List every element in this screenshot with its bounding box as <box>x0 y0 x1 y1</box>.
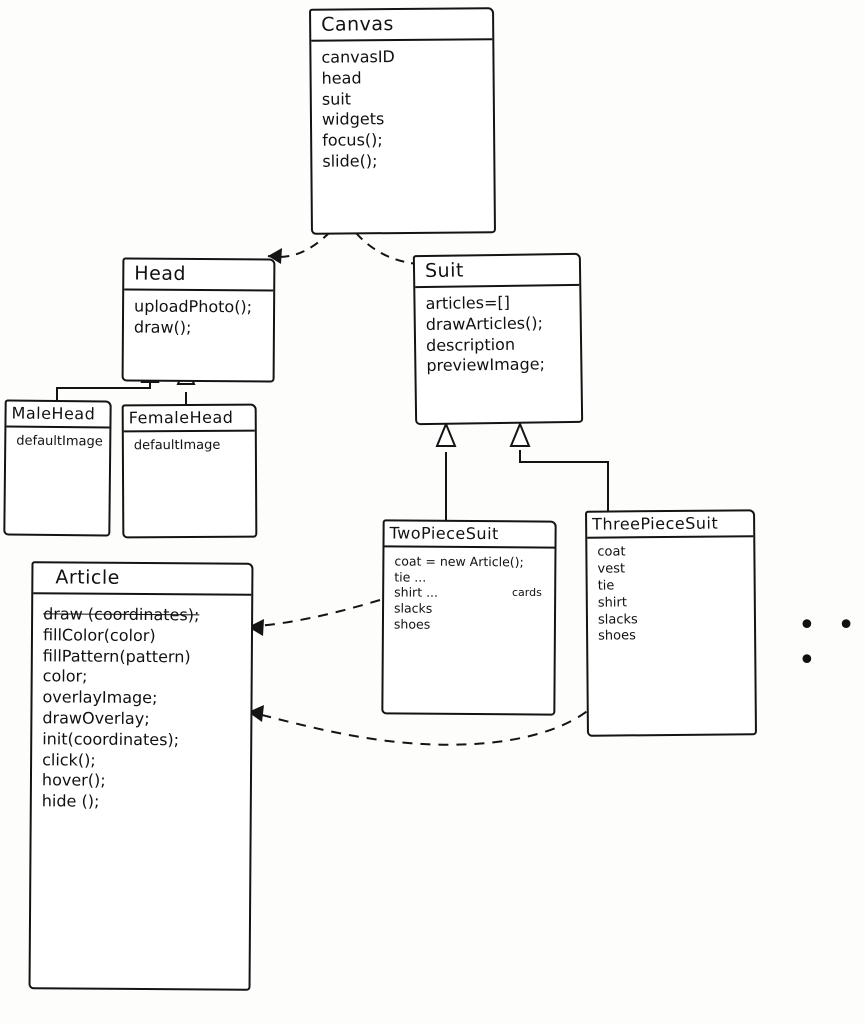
member: slide(); <box>322 151 378 171</box>
member: drawArticles(); <box>425 313 544 334</box>
class-members-female-head <box>124 432 255 462</box>
member: vest <box>597 561 626 577</box>
member: defaultImage <box>16 433 103 450</box>
class-name-male-head: MaleHead <box>6 401 109 428</box>
member-text-struck: draw (coordinates); <box>43 604 200 625</box>
class-name-head: Head <box>124 259 273 291</box>
class-name-female-head: FemaleHead <box>124 406 255 433</box>
member: focus(); <box>322 130 383 150</box>
class-members-male-head <box>6 427 109 457</box>
annotation-cards: cards <box>512 586 542 599</box>
member: uploadPhoto(); <box>134 296 253 317</box>
class-members-three-piece-suit <box>587 537 754 652</box>
class-name-canvas: Canvas <box>311 9 492 42</box>
member: hover(); <box>41 770 106 791</box>
member: previewImage; <box>426 354 546 376</box>
member: drawOverlay; <box>42 708 150 729</box>
class-box-article[interactable] <box>29 561 254 991</box>
class-name-article: Article <box>33 563 251 596</box>
member: shirt ... <box>394 584 439 601</box>
class-box-female-head[interactable] <box>122 404 258 539</box>
class-box-male-head[interactable] <box>3 399 111 536</box>
member: click(); <box>42 749 96 770</box>
member: shoes <box>393 615 431 632</box>
member: suit <box>321 89 352 109</box>
member: articles=[] <box>425 292 511 314</box>
member: init(coordinates); <box>42 729 180 750</box>
class-name-suit: Suit <box>415 255 579 288</box>
member: shirt <box>597 595 627 611</box>
member: coat <box>597 544 626 560</box>
ellipsis-more-classes: • • • <box>798 608 861 678</box>
member: hide (); <box>41 791 100 811</box>
member: fillColor(color) <box>42 625 156 645</box>
member: coat = new Article(); <box>394 553 524 570</box>
class-members-article <box>32 594 252 819</box>
member: widgets <box>321 109 385 130</box>
member: shoes <box>598 628 636 645</box>
member: defaultImage <box>133 437 221 454</box>
class-box-three-piece-suit[interactable] <box>585 509 757 736</box>
member: canvasID <box>321 47 395 67</box>
class-name-two-piece-suit: TwoPieceSuit <box>384 521 554 548</box>
class-box-head[interactable] <box>122 257 276 382</box>
member: slacks <box>394 600 433 616</box>
member: draw(); <box>133 317 192 337</box>
class-box-canvas[interactable] <box>309 7 496 235</box>
class-box-two-piece-suit[interactable] <box>381 519 556 715</box>
class-box-suit[interactable] <box>413 253 583 425</box>
class-name-three-piece-suit: ThreePieceSuit <box>587 511 753 538</box>
member: tie <box>597 578 615 594</box>
member: tie ... <box>394 569 427 585</box>
member: head <box>321 68 362 88</box>
member: description <box>425 334 516 355</box>
member: slacks <box>597 611 638 628</box>
member: fillPattern(pattern) <box>42 645 191 666</box>
class-members-canvas <box>311 40 493 178</box>
member: overlayImage; <box>42 687 158 708</box>
member <box>43 604 243 626</box>
class-members-head <box>124 290 273 345</box>
class-members-suit <box>415 286 580 383</box>
member: color; <box>42 666 88 687</box>
